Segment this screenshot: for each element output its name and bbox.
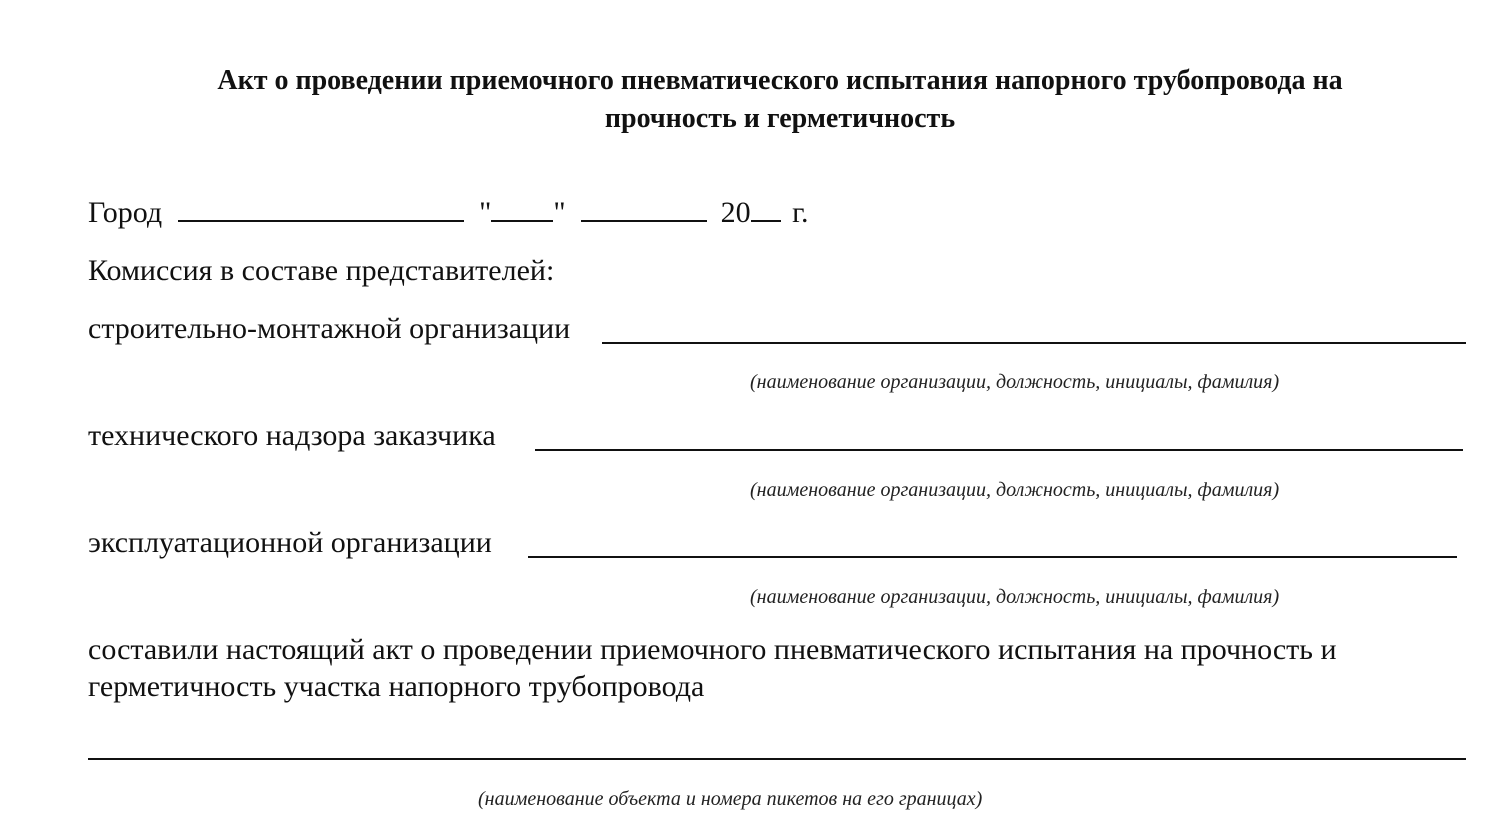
object-caption: (наименование объекта и номера пикетов на его границах) bbox=[478, 788, 983, 810]
rep-supervision-line bbox=[88, 418, 496, 454]
day-blank[interactable] bbox=[491, 194, 553, 222]
document-title bbox=[90, 62, 1470, 138]
rep-construction-line bbox=[88, 311, 570, 347]
commission-label: Комиссия в составе представителей: bbox=[88, 254, 555, 287]
rep-construction-blank[interactable] bbox=[602, 342, 1466, 344]
rep-construction-caption: (наименование организации, должность, инициалы, фамилия) bbox=[750, 371, 1280, 393]
year-suffix: г. bbox=[792, 196, 809, 229]
rep-supervision-blank[interactable] bbox=[535, 449, 1463, 451]
title-line-2: прочность и герметичность bbox=[604, 103, 956, 134]
rep-operation-line bbox=[88, 525, 492, 561]
city-date-line bbox=[88, 194, 809, 231]
title-line-1: Акт о проведении приемочного пневматического испытания напорного трубопровода на bbox=[217, 65, 1343, 96]
rep-operation-caption: (наименование организации, должность, инициалы, фамилия) bbox=[750, 586, 1280, 608]
rep-construction-label: строительно-монтажной организации bbox=[88, 312, 571, 345]
quote-close: " bbox=[553, 196, 566, 229]
year-prefix: 20 bbox=[720, 196, 751, 229]
object-blank[interactable] bbox=[88, 758, 1466, 760]
quote-open: " bbox=[479, 196, 492, 229]
rep-operation-label: эксплуатационной организации bbox=[88, 526, 492, 559]
rep-operation-blank[interactable] bbox=[528, 556, 1457, 558]
statement-line-2: герметичность участка напорного трубопровода bbox=[88, 670, 705, 703]
statement-line-1: составили настоящий акт о проведении приемочного пневматического испытания на прочность и bbox=[88, 633, 1337, 666]
year-blank[interactable] bbox=[751, 194, 781, 222]
rep-supervision-caption: (наименование организации, должность, инициалы, фамилия) bbox=[750, 479, 1280, 501]
city-blank[interactable] bbox=[178, 194, 464, 222]
month-blank[interactable] bbox=[581, 194, 707, 222]
city-label: Город bbox=[88, 196, 163, 229]
rep-supervision-label: технического надзора заказчика bbox=[88, 419, 496, 452]
